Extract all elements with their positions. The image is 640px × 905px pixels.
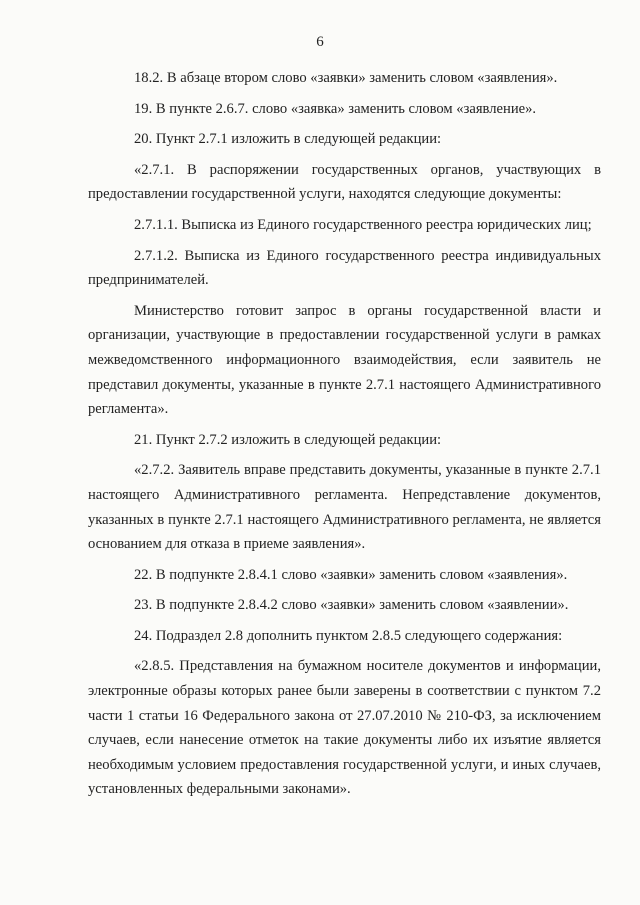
paragraph-2-7-2: «2.7.2. Заявитель вправе представить документы, указанные в пункте 2.7.1 настоящего Административного регламента. Непредставление документов, указанных в пункте 2.7.1 настоящего Административного регламента, не является основанием для отказа в приеме заявления».: [88, 462, 601, 553]
paragraph-2-8-5: «2.8.5. Представления на бумажном носителе документов и информации, электронные образы которых ранее были заверены в соответствии с пунктом 7.2 части 1 статьи 16 Федерального закона от 27.07.2010 № 210-ФЗ, за исключением случаев, если нанесение отметок на такие документы либо их изъятие является необходимым условием предоставления государственной услуги, и иных случаев, установленных федеральными законами».: [88, 658, 601, 798]
document-body: [88, 66, 601, 808]
paragraph-2-7-1: «2.7.1. В распоряжении государственных органов, участвующих в предоставлении государственной услуги, находятся следующие документы:: [88, 161, 601, 203]
paragraph-18-2: 18.2. В абзаце втором слово «заявки» заменить словом «заявления».: [134, 70, 558, 86]
paragraph-24: 24. Подраздел 2.8 дополнить пунктом 2.8.5 следующего содержания:: [134, 627, 563, 644]
paragraph-ministry-request: Министерство готовит запрос в органы государственной власти и организации, участвующие в предоставлении государственной услуги в рамках межведомственного информационного взаимодействия, если заявитель не представил документы, указанные в пункте 2.7.1 настоящего Административного регламента».: [88, 302, 601, 418]
paragraph-19: 19. В пункте 2.6.7. слово «заявка» заменить словом «заявление».: [134, 100, 537, 117]
paragraph-22: 22. В подпункте 2.8.4.1 слово «заявки» заменить словом «заявления».: [134, 566, 568, 583]
paragraph-2-7-1-1: 2.7.1.1. Выписка из Единого государственного реестра юридических лиц;: [134, 216, 592, 233]
paragraph-21: 21. Пункт 2.7.2 изложить в следующей редакции:: [134, 431, 442, 448]
paragraph-23: 23. В подпункте 2.8.4.2 слово «заявки» заменить словом «заявлении».: [134, 597, 569, 614]
paragraph-20: 20. Пункт 2.7.1 изложить в следующей редакции:: [134, 131, 442, 148]
page-number: 6: [316, 34, 324, 50]
paragraph-2-7-1-2: 2.7.1.2. Выписка из Единого государственного реестра индивидуальных предпринимателей.: [88, 247, 601, 289]
